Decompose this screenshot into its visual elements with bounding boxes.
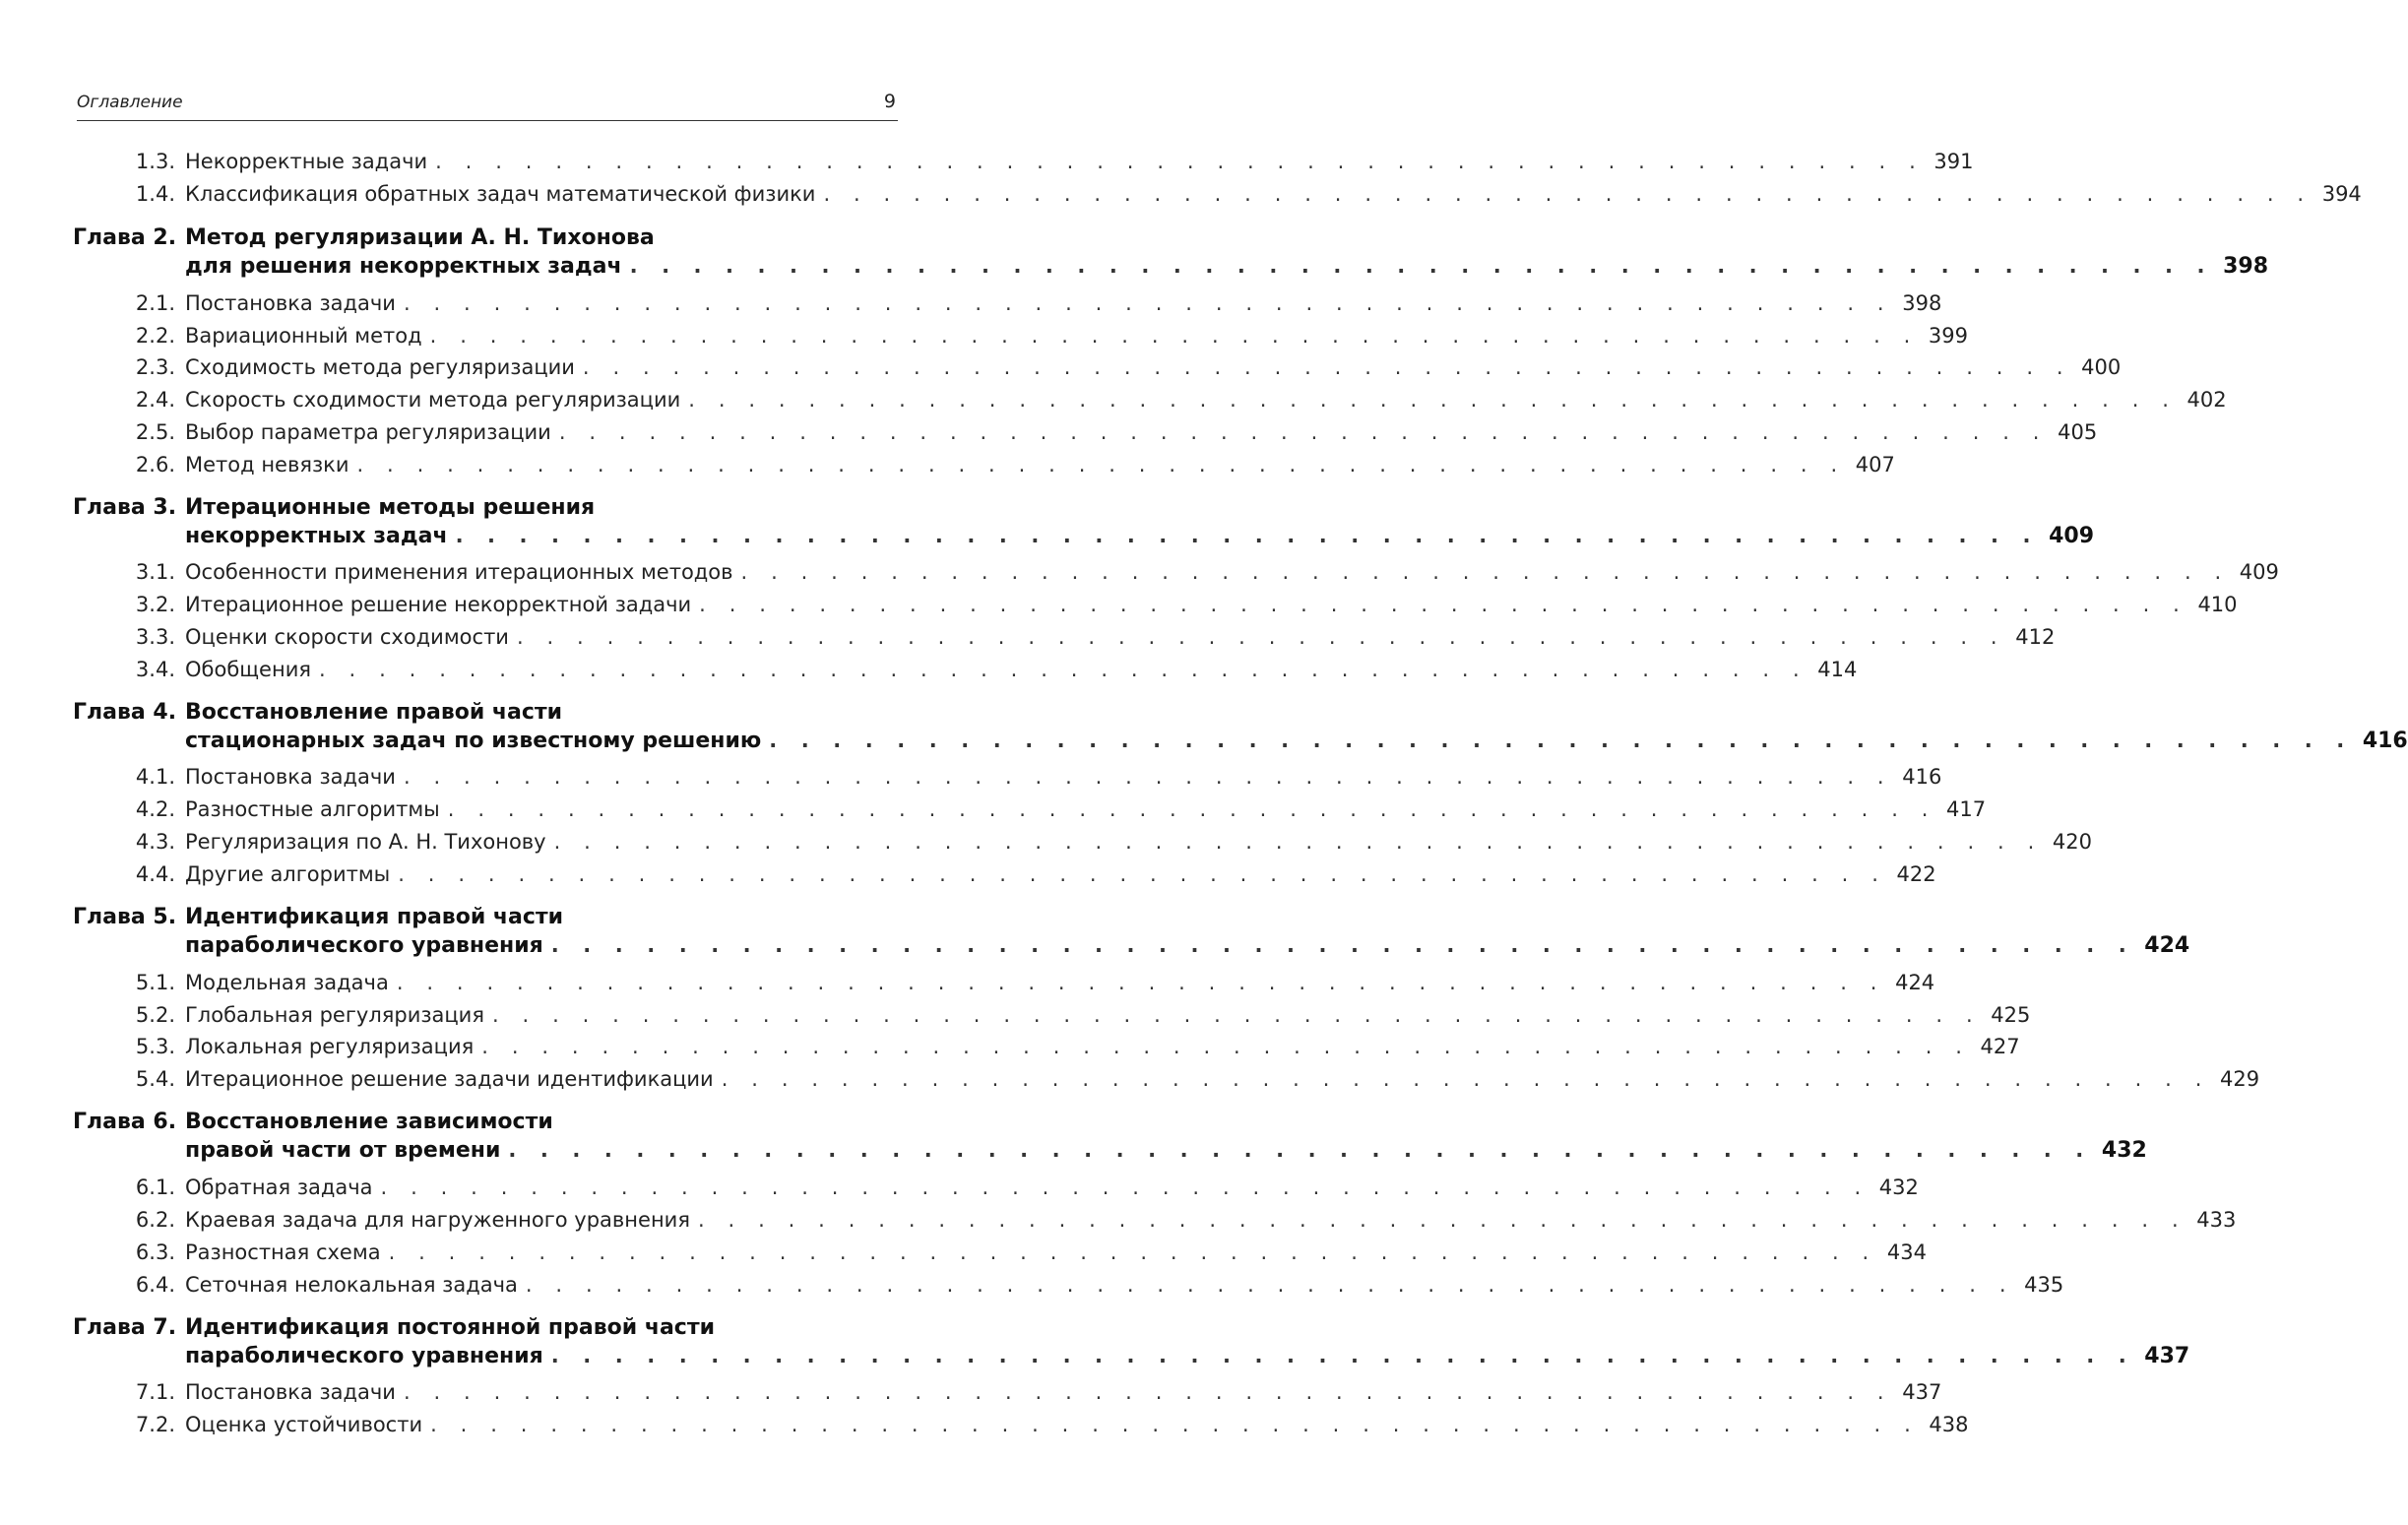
section-title: Постановка задачи [185,765,396,789]
dot-leader: . . . . . . . . . . . . . . . . . . . . . . . . . . . . . . . . . . . . . . . . . . . . . . . . . . [403,291,1893,315]
section-number: 3.2. [135,593,175,616]
section-number: 6.4. [135,1273,175,1297]
section-page: 438 [1929,1413,1969,1436]
section-title: Итерационное решение некорректной задачи [185,593,692,616]
section-title: Обратная задача [185,1176,373,1199]
section-number: 2.1. [135,291,175,315]
dot-leader: . . . . . . . . . . . . . . . . . . . . . . . . . . . . . . . . . . . . . . . . . . . . . . . . . . [558,420,2049,444]
dot-leader: . . . . . . . . . . . . . . . . . . . . . . . . . . . . . . . . . . . . . . . . . . . . . . . . . . [388,1240,1877,1264]
section-title: Классификация обратных задач математической физики [185,182,816,206]
dot-leader: . . . . . . . . . . . . . . . . . . . . . . . . . . . . . . . . . . . . . . . . . . . . . . . . . . [516,625,2006,649]
section-page: 416 [1902,765,1942,789]
section-page: 398 [1902,291,1942,315]
section-page: 394 [2321,182,2362,206]
section-page: 432 [1878,1176,1919,1199]
dot-leader: . . . . . . . . . . . . . . . . . . . . . . . . . . . . . . . . . . . . . . . . . . . . . . . . . . [319,658,1808,681]
section-title: Скорость сходимости метода регуляризации [185,388,681,412]
section-number: 3.1. [135,560,175,584]
section-page: 414 [1817,658,1858,681]
chapter-title-line1: Идентификация постоянной правой части [185,1315,715,1340]
section-number: 5.1. [135,971,175,994]
chapter-label: Глава 6. [73,1110,177,1134]
section-title: Некорректные задачи [185,150,428,173]
section-page: 433 [2196,1208,2237,1232]
section-page: 399 [1928,324,1968,348]
section-page: 429 [2219,1067,2260,1091]
section-page: 402 [2186,388,2227,412]
chapter-title-line2: стационарных задач по известному решению [185,729,762,753]
dot-leader: . . . . . . . . . . . . . . . . . . . . . . . . . . . . . . . . . . . . . . . . . . . . . . . . . . [447,797,1937,821]
dot-leader: . . . . . . . . . . . . . . . . . . . . . . . . . . . . . . . . . . . . . . . . . . . . . . . . . . [481,1035,1971,1058]
section-page: 420 [2052,830,2092,854]
section-title: Глобальная регуляризация [185,1003,484,1027]
dot-leader: . . . . . . . . . . . . . . . . . . . . . . . . . . . . . . . . . . . . . . . . . . . . . . . . . . [699,593,2188,616]
chapter-title-line2: для решения некорректных задач [185,254,622,279]
dot-leader: . . . . . . . . . . . . . . . . . . . . . . . . . . . . . . . . . . . . . . . . . . . . . . . . . . [403,765,1893,789]
dot-leader: . . . . . . . . . . . . . . . . . . . . . . . . . . . . . . . . . . . . . . . . . . . . . . . . . . [550,933,2135,957]
dot-leader: . . . . . . . . . . . . . . . . . . . . . . . . . . . . . . . . . . . . . . . . . . . . . . . . . . [721,1067,2210,1091]
section-number: 4.4. [135,862,175,886]
section-page: 434 [1886,1240,1927,1264]
chapter-title-line1: Метод регуляризации А. Н. Тихонова [185,225,655,250]
section-page: 437 [1902,1380,1942,1404]
section-number: 4.2. [135,797,175,821]
section-title: Итерационное решение задачи идентификации [185,1067,714,1091]
section-page: 435 [2024,1273,2064,1297]
section-title: Сеточная нелокальная задача [185,1273,518,1297]
chapter-page: 398 [2223,254,2269,279]
chapter-title-line1: Идентификация правой части [185,905,564,929]
dot-leader: . . . . . . . . . . . . . . . . . . . . . . . . . . . . . . . . . . . . . . . . . . . . . . . . . . [550,1344,2135,1367]
section-number: 3.3. [135,625,175,649]
section-title: Разностные алгоритмы [185,797,440,821]
dot-leader: . . . . . . . . . . . . . . . . . . . . . . . . . . . . . . . . . . . . . . . . . . . . . . . . . . [380,1176,1869,1199]
chapter-page: 432 [2101,1138,2147,1163]
dot-leader: . . . . . . . . . . . . . . . . . . . . . . . . . . . . . . . . . . . . . . . . . . . . . . . . . . [740,560,2230,584]
dot-leader: . . . . . . . . . . . . . . . . . . . . . . . . . . . . . . . . . . . . . . . . . . . . . . . . . . [697,1208,2187,1232]
chapter-title-line1: Восстановление правой части [185,700,563,725]
section-number: 6.1. [135,1176,175,1199]
section-page: 425 [1991,1003,2031,1027]
chapter-label: Глава 7. [73,1315,177,1340]
section-page: 410 [2197,593,2238,616]
section-title: Оценка устойчивости [185,1413,423,1436]
dot-leader: . . . . . . . . . . . . . . . . . . . . . . . . . . . . . . . . . . . . . . . . . . . . . . . . . . [688,388,2178,412]
running-header [77,93,898,121]
section-page: 400 [2081,355,2122,379]
dot-leader: . . . . . . . . . . . . . . . . . . . . . . . . . . . . . . . . . . . . . . . . . . . . . . . . . . [398,862,1887,886]
section-title: Метод невязки [185,453,349,477]
dot-leader: . . . . . . . . . . . . . . . . . . . . . . . . . . . . . . . . . . . . . . . . . . . . . . . . . . [491,1003,1982,1027]
chapter-page: 416 [2362,729,2408,753]
section-number: 7.1. [135,1380,175,1404]
section-title: Регуляризация по А. Н. Тихонову [185,830,546,854]
section-page: 424 [1895,971,1935,994]
chapter-title-line1: Восстановление зависимости [185,1110,553,1134]
section-title: Особенности применения итерационных методов [185,560,733,584]
section-title: Другие алгоритмы [185,862,391,886]
section-number: 4.3. [135,830,175,854]
section-number: 6.2. [135,1208,175,1232]
section-title: Постановка задачи [185,291,396,315]
section-page: 405 [2058,420,2098,444]
section-number: 5.4. [135,1067,175,1091]
dot-leader: . . . . . . . . . . . . . . . . . . . . . . . . . . . . . . . . . . . . . . . . . . . . . . . . . . [553,830,2043,854]
section-page: 407 [1855,453,1895,477]
section-number: 1.3. [135,150,175,173]
section-title: Оценки скорости сходимости [185,625,509,649]
dot-leader: . . . . . . . . . . . . . . . . . . . . . . . . . . . . . . . . . . . . . . . . . . . . . . . . . . [769,729,2353,752]
running-title: Оглавление [77,93,183,112]
section-number: 5.3. [135,1035,175,1058]
section-title: Постановка задачи [185,1380,396,1404]
section-title: Локальная регуляризация [185,1035,475,1058]
chapter-label: Глава 2. [73,225,177,250]
chapter-title-line2: параболического уравнения [185,933,543,958]
chapter-label: Глава 3. [73,495,177,520]
section-number: 2.2. [135,324,175,348]
section-number: 6.3. [135,1240,175,1264]
chapter-title-line2: правой части от времени [185,1138,501,1163]
dot-leader: . . . . . . . . . . . . . . . . . . . . . . . . . . . . . . . . . . . . . . . . . . . . . . . . . . [508,1138,2092,1162]
dot-leader: . . . . . . . . . . . . . . . . . . . . . . . . . . . . . . . . . . . . . . . . . . . . . . . . . . [455,524,2040,547]
chapter-page: 437 [2144,1344,2190,1368]
section-page: 412 [2015,625,2056,649]
section-number: 1.4. [135,182,175,206]
section-title: Вариационный метод [185,324,422,348]
dot-leader: . . . . . . . . . . . . . . . . . . . . . . . . . . . . . . . . . . . . . . . . . . . . . . . . . . [629,254,2214,278]
dot-leader: . . . . . . . . . . . . . . . . . . . . . . . . . . . . . . . . . . . . . . . . . . . . . . . . . . [356,453,1846,477]
section-title: Сходимость метода регуляризации [185,355,575,379]
dot-leader: . . . . . . . . . . . . . . . . . . . . . . . . . . . . . . . . . . . . . . . . . . . . . . . . . . [403,1380,1893,1404]
section-title: Краевая задача для нагруженного уравнения [185,1208,690,1232]
section-number: 4.1. [135,765,175,789]
dot-leader: . . . . . . . . . . . . . . . . . . . . . . . . . . . . . . . . . . . . . . . . . . . . . . . . . . [430,1413,1920,1436]
section-title: Модельная задача [185,971,389,994]
dot-leader: . . . . . . . . . . . . . . . . . . . . . . . . . . . . . . . . . . . . . . . . . . . . . . . . . . [525,1273,2015,1297]
section-number: 3.4. [135,658,175,681]
section-title: Обобщения [185,658,311,681]
chapter-page: 424 [2144,933,2190,958]
section-page: 422 [1896,862,1936,886]
section-number: 2.5. [135,420,175,444]
section-page: 409 [2239,560,2279,584]
chapter-title-line1: Итерационные методы решения [185,495,596,520]
section-number: 5.2. [135,1003,175,1027]
dot-leader: . . . . . . . . . . . . . . . . . . . . . . . . . . . . . . . . . . . . . . . . . . . . . . . . . . [429,324,1919,348]
section-page: 417 [1946,797,1987,821]
section-page: 427 [1980,1035,2020,1058]
section-title: Выбор параметра регуляризации [185,420,551,444]
section-number: 2.4. [135,388,175,412]
dot-leader: . . . . . . . . . . . . . . . . . . . . . . . . . . . . . . . . . . . . . . . . . . . . . . . . . . [396,971,1886,994]
section-title: Разностная схема [185,1240,381,1264]
chapter-title-line2: параболического уравнения [185,1344,543,1368]
section-number: 7.2. [135,1413,175,1436]
chapter-label: Глава 4. [73,700,177,725]
section-number: 2.3. [135,355,175,379]
dot-leader: . . . . . . . . . . . . . . . . . . . . . . . . . . . . . . . . . . . . . . . . . . . . . . . . . . [823,182,2313,206]
dot-leader: . . . . . . . . . . . . . . . . . . . . . . . . . . . . . . . . . . . . . . . . . . . . . . . . . . [435,150,1925,173]
chapter-label: Глава 5. [73,905,177,929]
section-number: 2.6. [135,453,175,477]
chapter-title-line2: некорректных задач [185,524,448,548]
section-page: 391 [1933,150,1974,173]
chapter-page: 409 [2049,524,2095,548]
page-number: 9 [883,91,896,112]
dot-leader: . . . . . . . . . . . . . . . . . . . . . . . . . . . . . . . . . . . . . . . . . . . . . . . . . . [582,355,2072,379]
